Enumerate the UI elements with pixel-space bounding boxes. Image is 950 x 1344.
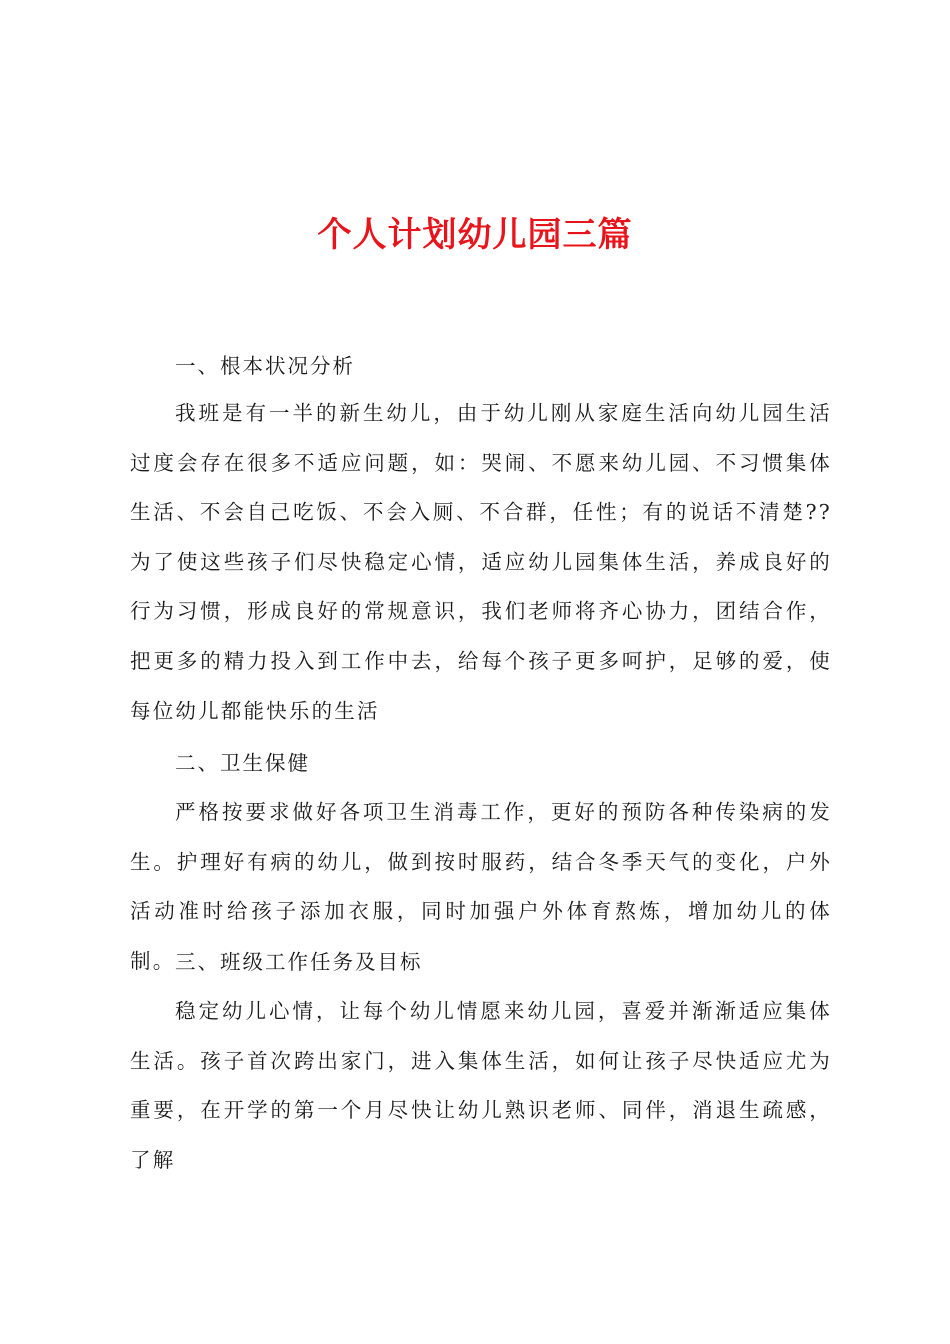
paragraph-text: 我班是有一半的新生幼儿，由于幼儿刚从家庭生活向幼儿园生活过度会存在很多不适应问题，如：哭闹、不愿来幼儿园、不习惯集体生活、不会自己吃饭、不会入厕、不合群，任性；有的说话不清楚??为了使这些孩子们尽快稳定心情，适应幼儿园集体生活，养成良好的行为习惯，形成良好的常规意识，我们老师将齐心协力，团结合作，把更多的精力投入到工作中去，给每个孩子更多呵护，足够的爱，使每位幼儿都能快乐的生活	[130, 401, 832, 723]
section-paragraph-1	[130, 389, 832, 736]
section-heading-3: 三、班级工作任务及目标	[175, 950, 423, 974]
paragraph-text: 稳定幼儿心情，让每个幼儿情愿来幼儿园，喜爱并渐渐适应集体生活。孩子首次跨出家门，进入集体生活，如何让孩子尽快适应尤为重要，在开学的第一个月尽快让幼儿熟识老师、同伴，消退生疏感，了解	[130, 999, 832, 1172]
section-heading-2: 二、卫生保健	[175, 751, 310, 775]
section-paragraph-3	[130, 987, 832, 1185]
paragraph-text: 严格按要求做好各项卫生消毒工作，更好的预防各种传染病的发生。护理好有病的幼儿，做到按时服药，结合冬季天气的变化，户外活动准时给孩子添加衣服，同时加强户外体育熬炼，增加幼儿的体制。	[130, 800, 832, 973]
section-heading-1: 一、根本状况分析	[175, 354, 355, 378]
document-title: 个人计划幼儿园三篇	[317, 215, 633, 255]
